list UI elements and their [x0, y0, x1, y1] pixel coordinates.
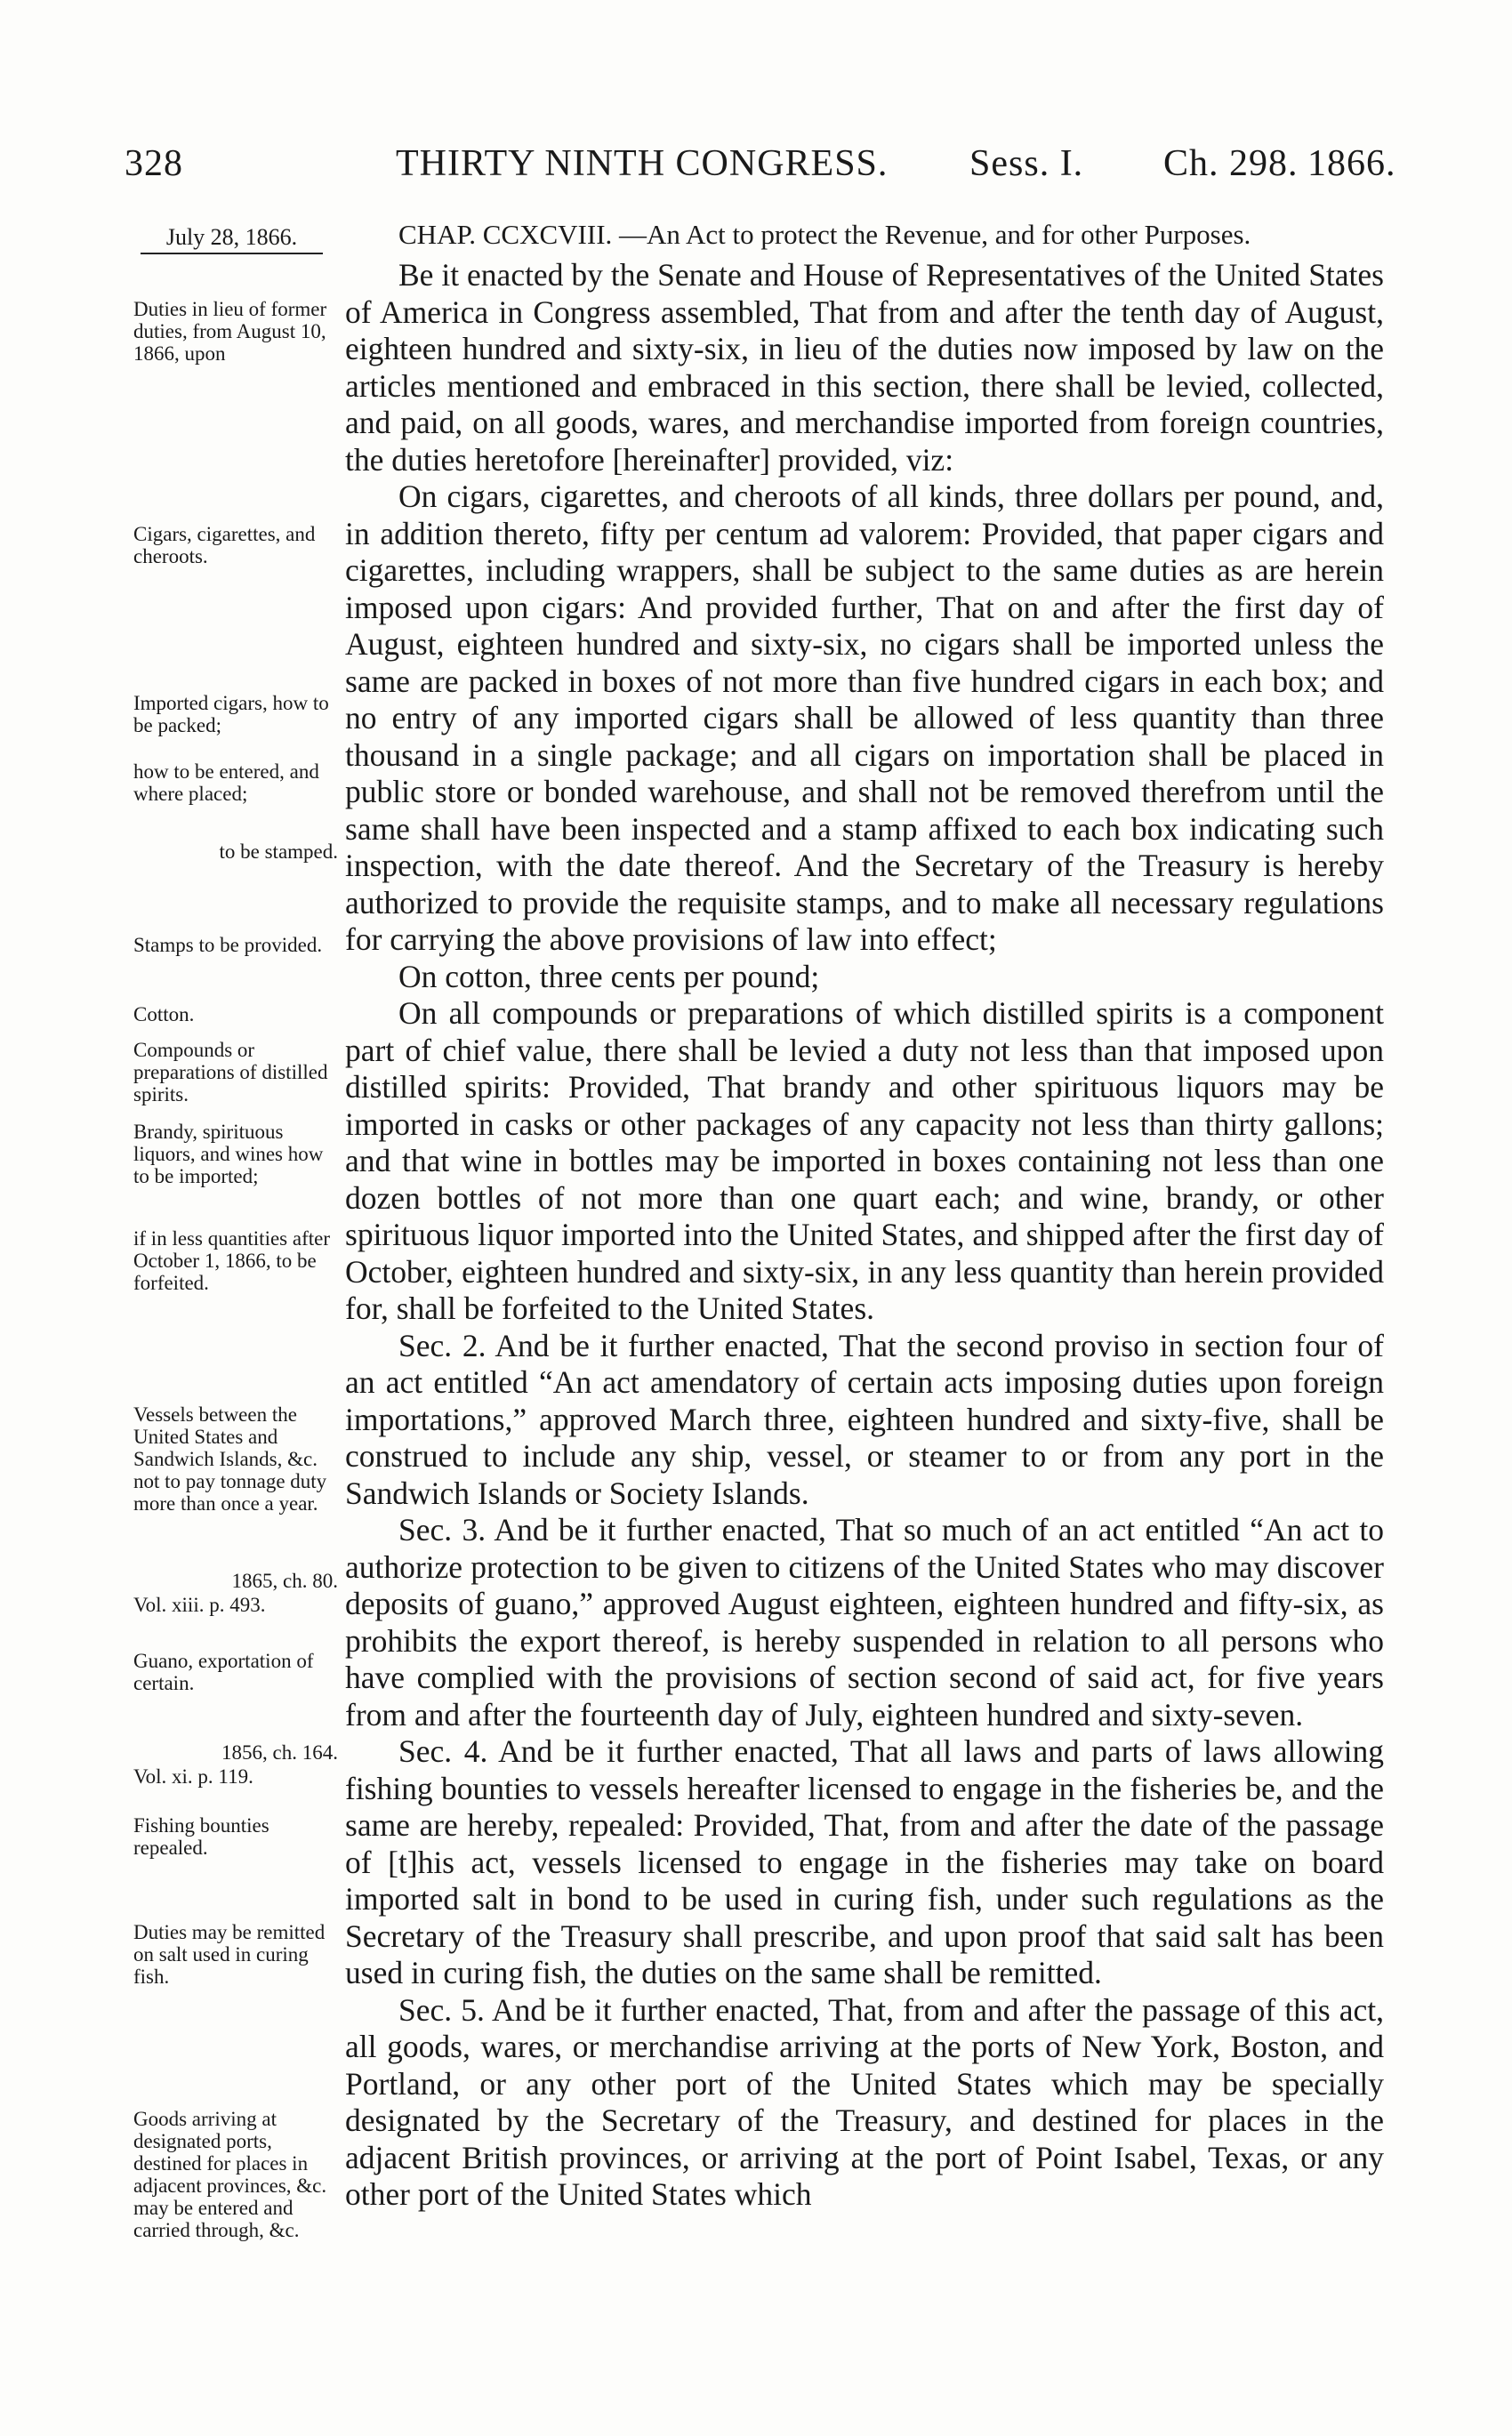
paragraph-cotton: On cotton, three cents per pound;	[398, 958, 820, 994]
chapter-title: CHAP. CCXCVIII. —An Act to protect the Revenue, and for other Purposes.	[398, 219, 1251, 250]
paragraph-sec-4: Sec. 4. And be it further enacted, That all laws and parts of laws allowing fishing bounties to vessels hereafter licensed to engage in the fisheries be, and the same are hereby, repealed: Provided, That, from and after the date of the passage of [t]his act, vessels licensed to engage in the fisheries may take on board imported salt in bond to be used in curing fish, under such regulations as the Secretary of the Treasury shall prescribe, and upon proof that said salt has been used in curing fish, the duties on the same shall be remitted.	[345, 1733, 1384, 1990]
session-label: Sess. I.	[969, 143, 1084, 184]
margin-note: Goods arriving at designated ports, destined for places in adjacent provinces, &c. may be entered and carried through, &c.	[133, 2108, 327, 2241]
paragraph-cigars: On cigars, cigarettes, and cheroots of all kinds, three dollars per pound, and, in addition thereto, fifty per centum ad valorem: Provided, that paper cigars and cigarettes, including wrappers, shall be subject to the same duties as are herein imposed upon cigars: And provided further, That on and after the first day of August, eighteen hundred and sixty-six, no cigars shall be imported unless the same are packed in boxes of not more than five hundred cigars in each box; and no entry of any imported cigars shall be allowed of less quantity than three thousand in a single package; and all cigars on importation shall be placed in public store or bonded warehouse, and shall not be removed therefrom until the same shall have been inspected and a stamp affixed to each box indicating such inspection, with the date thereof. And the Secretary of the Treasury is hereby authorized to provide the requisite stamps, and to make all necessary regulations for carrying the above provisions of law into effect;	[345, 478, 1384, 957]
margin-note: Brandy, spirituous liquors, and wines how to be imported;	[133, 1121, 324, 1187]
margin-note: Duties may be remitted on salt used in curing fish.	[133, 1921, 326, 1988]
margin-note: Imported cigars, how to be packed;	[133, 692, 329, 736]
paragraph-sec-2: Sec. 2. And be it further enacted, That the second proviso in section four of an act entitled “An act amendatory of certain acts imposing duties upon foreign importations,” approved March three, eighteen hundred and sixty-five, shall be construed to include any ship, vessel, or steamer to or from any port in the Sandwich Islands or Society Islands.	[345, 1327, 1384, 1511]
margin-note: to be stamped.	[219, 840, 338, 863]
paragraph-sec-5: Sec. 5. And be it further enacted, That, from and after the passage of this act, all goods, wares, or merchandise arriving at the ports of New York, Boston, and Portland, or any other port of the United States which may be specially designated by the Secretary of the Treasury, and destined for places in the adjacent British provinces, or arriving at the port of Point Isabel, Texas, or any other port of the United States which	[345, 1991, 1384, 2212]
margin-notes	[133, 0, 338, 2436]
margin-note: Vessels between the United States and Sandwich Islands, &c. not to pay tonnage duty more than once a year.	[133, 1403, 327, 1515]
paragraph-compounds: On all compounds or preparations of which distilled spirits is a component part of chief value, there shall be levied a duty not less than that imposed upon distilled spirits: Provided, That brandy and other spirituous liquors may be imported in casks or other packages of any capacity not less than thirty gallons; and that wine in bottles may be imported in boxes containing not less than one dozen bottles of not more than one quart each; and wine, brandy, or other spirituous liquor imported into the United States, and shipped after the first day of October, eighteen hundred and sixty-six, in any less quantity than herein provided for, shall be forfeited to the United States.	[345, 995, 1384, 1326]
paragraph-sec-3: Sec. 3. And be it further enacted, That so much of an act entitled “An act to authorize protection to be given to citizens of the United States who may discover deposits of guano,” approved August eighteen, eighteen hundred and fifty-six, as prohibits the export thereof, is hereby suspended in relation to all persons who have complied with the provisions of section second of said act, for five years from and after the fourteenth day of July, eighteen hundred and sixty-seven.	[345, 1512, 1384, 1733]
margin-note: Compounds or preparations of distilled spirits.	[133, 1039, 328, 1105]
margin-note: Vol. xi. p. 119.	[133, 1765, 253, 1788]
margin-note: Duties in lieu of former duties, from August 10, 1866, upon	[133, 298, 327, 365]
year-label: 1866.	[1307, 143, 1396, 184]
margin-note: Stamps to be provided.	[133, 934, 323, 956]
margin-note: Cigars, cigarettes, and cheroots.	[133, 523, 316, 567]
statute-text	[345, 253, 1384, 2214]
margin-note: 1856, ch. 164.	[221, 1741, 338, 1764]
date-margin-note: July 28, 1866.	[141, 224, 323, 254]
congress-title: THIRTY NINTH CONGRESS.	[396, 143, 889, 184]
page-number: 328	[125, 143, 183, 184]
margin-note: how to be entered, and where placed;	[133, 760, 319, 805]
margin-note: Fishing bounties repealed.	[133, 1814, 269, 1859]
chapter-label: Ch. 298.	[1163, 143, 1299, 184]
paragraph-enacting-clause: Be it enacted by the Senate and House of Representatives of the United States of America in Congress assembled, That from and after the tenth day of August, eighteen hundred and sixty-six, in lieu of the duties now imposed by law on the articles mentioned and embraced in this section, there shall be levied, collected, and paid, on all goods, wares, and merchandise imported from foreign countries, the duties heretofore [hereinafter] provided, viz:	[345, 257, 1384, 478]
margin-note: Cotton.	[133, 1003, 195, 1025]
margin-note: 1865, ch. 80.	[231, 1570, 338, 1592]
margin-note: if in less quantities after October 1, 1866, to be forfeited.	[133, 1227, 330, 1294]
margin-note: Vol. xiii. p. 493.	[133, 1594, 266, 1616]
margin-note: Guano, exportation of certain.	[133, 1650, 314, 1694]
